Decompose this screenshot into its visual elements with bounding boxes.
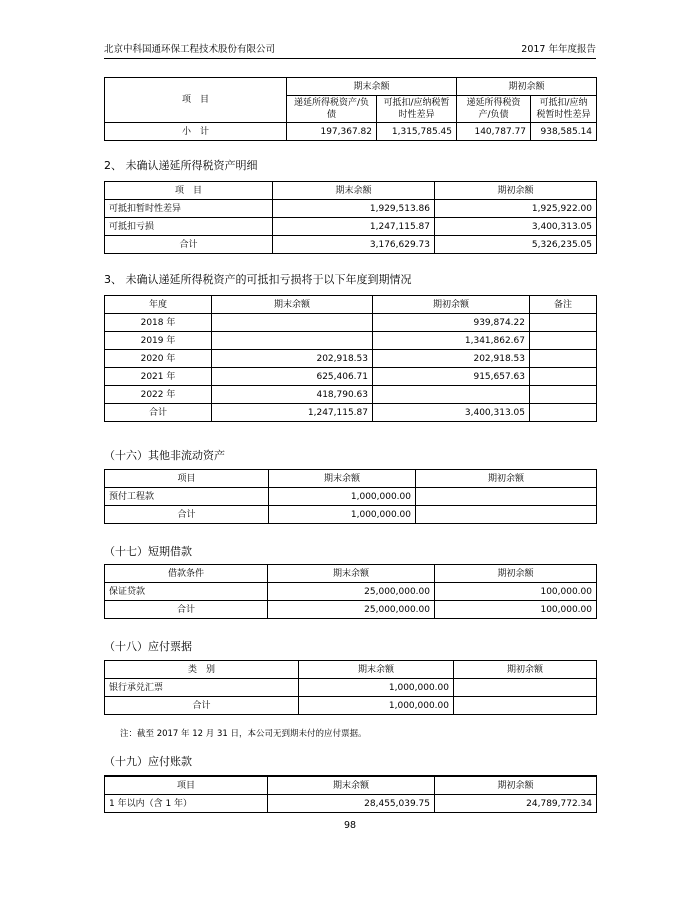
t2-r2c1: 3,176,629.73 xyxy=(273,236,435,254)
t18-r0c0: 银行承兑汇票 xyxy=(105,679,299,697)
other-noncurrent-assets-table xyxy=(104,469,597,524)
loss-expiry-table xyxy=(104,295,597,422)
t1-row-v4: 938,585.14 xyxy=(531,123,597,141)
unrecognized-deferred-tax-table xyxy=(104,181,597,254)
t1-sub4: 可抵扣/应纳税暂时性差异 xyxy=(531,96,597,123)
t2-r1c1: 1,247,115.87 xyxy=(273,218,435,236)
t3-r0c2: 939,874.22 xyxy=(373,314,530,332)
section-title: （十六）其他非流动资产 xyxy=(104,449,225,462)
t3-h1: 期末余额 xyxy=(212,296,373,314)
section-title: （十八）应付票据 xyxy=(104,640,192,653)
t1-item-header: 项 目 xyxy=(105,78,287,123)
company-name: 北京中科国通环保工程技术股份有限公司 xyxy=(104,44,276,55)
accounts-payable-table xyxy=(104,775,597,813)
t3-r5c3 xyxy=(530,404,597,422)
t2-r0c0: 可抵扣暂时性差异 xyxy=(105,200,273,218)
notes-payable-table xyxy=(104,660,597,715)
table-row xyxy=(105,583,597,601)
t3-r0c1 xyxy=(212,314,373,332)
t19-h1: 期末余额 xyxy=(268,776,435,795)
t3-h0: 年度 xyxy=(105,296,212,314)
t16-h2: 期初余额 xyxy=(416,470,597,488)
t3-r4c3 xyxy=(530,386,597,404)
t3-h3: 备注 xyxy=(530,296,597,314)
t1-row-v2: 1,315,785.45 xyxy=(377,123,457,141)
t3-r5c2: 3,400,313.05 xyxy=(373,404,530,422)
t17-r1c1: 25,000,000.00 xyxy=(268,601,435,619)
t16-r0c1: 1,000,000.00 xyxy=(269,488,416,506)
section-title: （十九）应付账款 xyxy=(104,755,192,768)
t3-r0c3 xyxy=(530,314,597,332)
section-title: （十七）短期借款 xyxy=(104,545,192,558)
t19-h2: 期初余额 xyxy=(435,776,597,795)
t3-r5c1: 1,247,115.87 xyxy=(212,404,373,422)
table-row xyxy=(105,350,597,368)
t17-r0c1: 25,000,000.00 xyxy=(268,583,435,601)
t3-r4c1: 418,790.63 xyxy=(212,386,373,404)
table-row xyxy=(105,332,597,350)
t18-r0c1: 1,000,000.00 xyxy=(299,679,454,697)
t3-r3c0: 2021 年 xyxy=(105,368,212,386)
t3-r3c3 xyxy=(530,368,597,386)
t1-row-v1: 197,367.82 xyxy=(287,123,377,141)
table-row xyxy=(105,314,597,332)
table-row xyxy=(105,506,597,524)
table-row xyxy=(105,601,597,619)
t3-r3c2: 915,657.63 xyxy=(373,368,530,386)
notes-payable-footnote: 注：截至 2017 年 12 月 31 日，本公司无到期未付的应付票据。 xyxy=(120,729,367,739)
short-term-loans-table xyxy=(104,564,597,619)
report-name: 2017 年年度报告 xyxy=(521,44,596,55)
t16-h0: 项目 xyxy=(105,470,269,488)
t18-h0: 类 别 xyxy=(105,661,299,679)
page-number: 98 xyxy=(343,820,357,831)
t17-r0c2: 100,000.00 xyxy=(435,583,597,601)
t17-h2: 期初余额 xyxy=(435,565,597,583)
t2-r1c0: 可抵扣亏损 xyxy=(105,218,273,236)
t1-sub2: 可抵扣/应纳税暂时性差异 xyxy=(377,96,457,123)
table-row xyxy=(105,488,597,506)
t1-sub3: 递延所得税资产/负债 xyxy=(457,96,531,123)
t16-h1: 期末余额 xyxy=(269,470,416,488)
t2-h0: 项 目 xyxy=(105,182,273,200)
t16-r1c0: 合计 xyxy=(105,506,269,524)
header-divider xyxy=(104,58,596,59)
t2-r2c0: 合计 xyxy=(105,236,273,254)
t18-r1c1: 1,000,000.00 xyxy=(299,697,454,715)
t17-r1c2: 100,000.00 xyxy=(435,601,597,619)
t3-r2c1: 202,918.53 xyxy=(212,350,373,368)
t19-r0c0: 1 年以内（含 1 年） xyxy=(105,795,268,813)
t2-r0c2: 1,925,922.00 xyxy=(435,200,597,218)
t16-r0c2 xyxy=(416,488,597,506)
t2-r2c2: 5,326,235.05 xyxy=(435,236,597,254)
t17-h1: 期末余额 xyxy=(268,565,435,583)
t3-r2c2: 202,918.53 xyxy=(373,350,530,368)
table-row xyxy=(105,679,597,697)
section-title: 2、 未确认递延所得税资产明细 xyxy=(104,159,258,172)
t1-row-label: 小 计 xyxy=(105,123,287,141)
t18-r1c0: 合计 xyxy=(105,697,299,715)
table-row xyxy=(105,697,597,715)
t2-h2: 期初余额 xyxy=(435,182,597,200)
t3-r2c0: 2020 年 xyxy=(105,350,212,368)
t18-r0c2 xyxy=(454,679,597,697)
deferred-tax-subtotal-table xyxy=(104,77,597,141)
t17-r0c0: 保证贷款 xyxy=(105,583,268,601)
t1-row-v3: 140,787.77 xyxy=(457,123,531,141)
t3-r1c1 xyxy=(212,332,373,350)
table-row xyxy=(105,200,597,218)
t3-r1c3 xyxy=(530,332,597,350)
section-title: 3、 未确认递延所得税资产的可抵扣亏损将于以下年度到期情况 xyxy=(104,273,412,286)
t1-begin-header: 期初余额 xyxy=(457,78,597,96)
t3-r4c0: 2022 年 xyxy=(105,386,212,404)
t16-r1c2 xyxy=(416,506,597,524)
t2-h1: 期末余额 xyxy=(273,182,435,200)
t3-r3c1: 625,406.71 xyxy=(212,368,373,386)
t1-sub1: 递延所得税资产/负债 xyxy=(287,96,377,123)
t3-r1c2: 1,341,862.67 xyxy=(373,332,530,350)
t2-r0c1: 1,929,513.86 xyxy=(273,200,435,218)
t16-r1c1: 1,000,000.00 xyxy=(269,506,416,524)
table-row xyxy=(105,795,597,813)
table-row xyxy=(105,218,597,236)
t17-r1c0: 合计 xyxy=(105,601,268,619)
table-row xyxy=(105,404,597,422)
t2-r1c2: 3,400,313.05 xyxy=(435,218,597,236)
t18-h2: 期初余额 xyxy=(454,661,597,679)
table-row xyxy=(105,386,597,404)
t3-r1c0: 2019 年 xyxy=(105,332,212,350)
table-row xyxy=(105,368,597,386)
t1-end-header: 期末余额 xyxy=(287,78,457,96)
t19-r0c1: 28,455,039.75 xyxy=(268,795,435,813)
t19-h0: 项目 xyxy=(105,776,268,795)
t17-h0: 借款条件 xyxy=(105,565,268,583)
t3-r4c2 xyxy=(373,386,530,404)
t16-r0c0: 预付工程款 xyxy=(105,488,269,506)
t3-r2c3 xyxy=(530,350,597,368)
t19-r0c2: 24,789,772.34 xyxy=(435,795,597,813)
t3-r5c0: 合计 xyxy=(105,404,212,422)
t18-h1: 期末余额 xyxy=(299,661,454,679)
t3-r0c0: 2018 年 xyxy=(105,314,212,332)
table-row xyxy=(105,123,597,141)
table-row xyxy=(105,236,597,254)
t18-r1c2 xyxy=(454,697,597,715)
t3-h2: 期初余额 xyxy=(373,296,530,314)
